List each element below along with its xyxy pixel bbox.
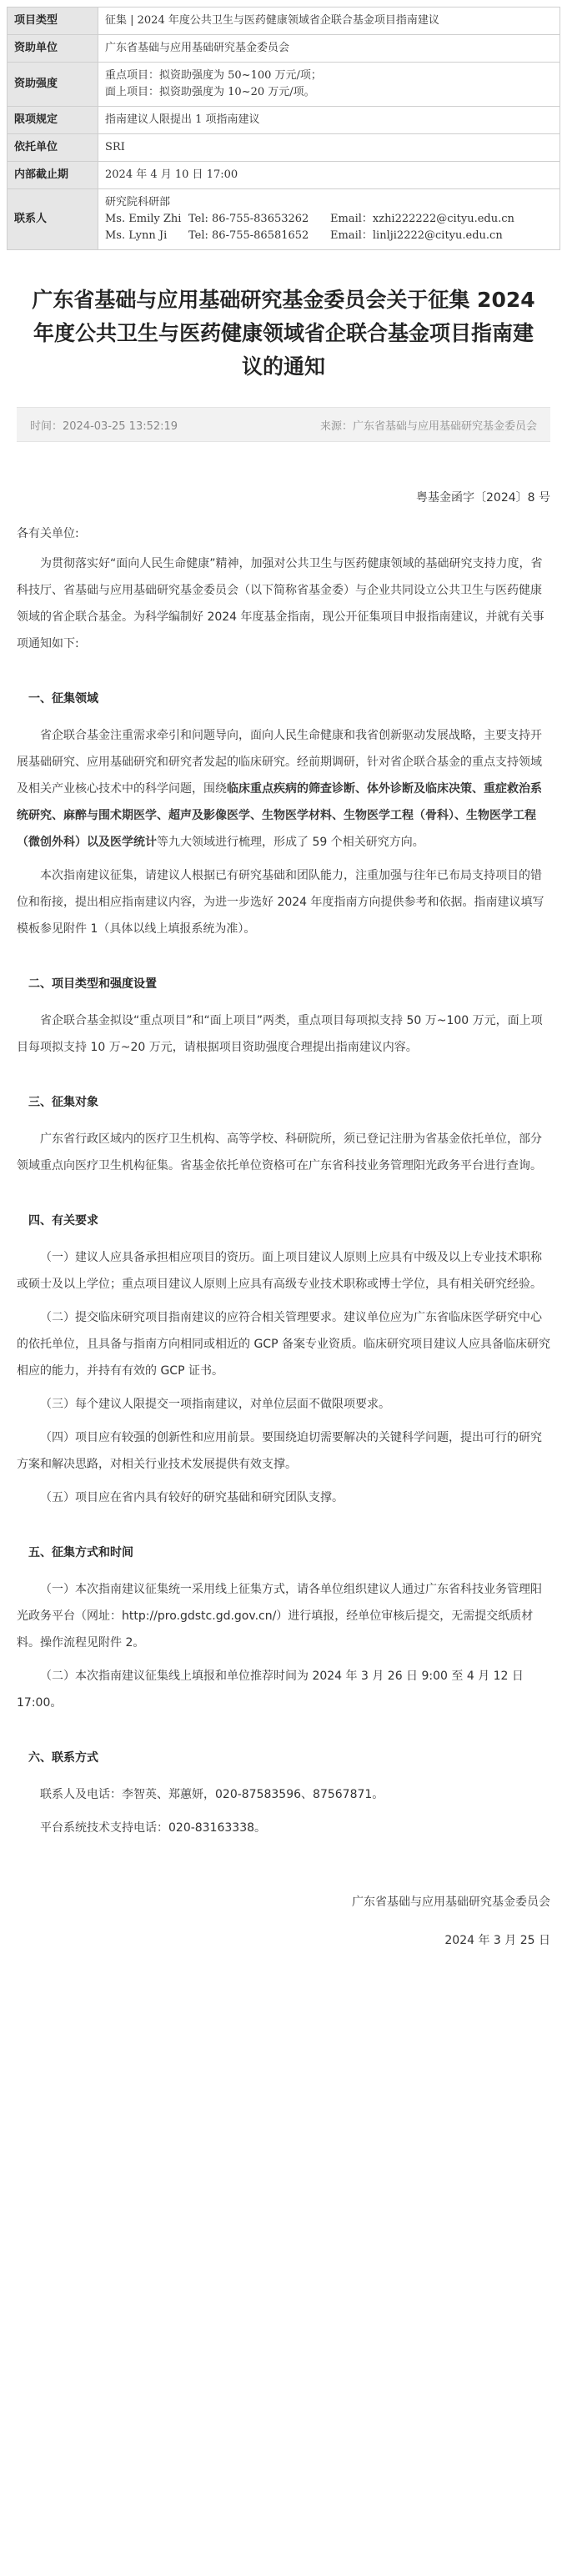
paragraph: 广东省行政区域内的医疗卫生机构、高等学校、科研院所，须已登记注册为省基金依托单位，部分领域重点向医疗卫生机构征集。省基金依托单位资格可在广东省科技业务管理阳光政务平台进行查询。: [17, 1132, 542, 1173]
contact-label: 联系人: [8, 189, 98, 250]
paragraph: 本次指南建议征集，请建议人根据已有研究基础和团队能力，注重加强与往年已布局支持项目的错位和衔接，提出相应指南建议内容，为进一步选好 2024 年度指南方向提供参考和依据。指南建议填写模板参见附件 1（具体以线上填报系统为准）。: [17, 869, 544, 936]
project-info-table: [7, 7, 560, 250]
document-number: 粤基金函字〔2024〕8 号: [416, 491, 550, 505]
dept-label: 依托单位: [8, 134, 98, 162]
intensity-line-general: 面上项目：拟资助强度为 10~20 万元/项。: [105, 86, 315, 98]
section-heading: 四、有关要求: [28, 1214, 98, 1228]
article-title: 广东省基础与应用基础研究基金委员会关于征集 2024 年度公共卫生与医药健康领域省企联合基金项目指南建议的通知: [32, 288, 535, 379]
paragraph: （五）项目应在省内具有较好的研究基础和研究团队支撑。: [40, 1491, 344, 1504]
intensity-value: [98, 63, 560, 107]
paragraph: （二）本次指南建议征集线上填报和单位推荐时间为 2024 年 3 月 26 日 9:00 至 4 月 12 日 17:00。: [17, 1670, 524, 1710]
paragraph: （一）建议人应具备承担相应项目的资历。面上项目建议人原则上应具有中级及以上专业技术职称或硕士及以上学位；重点项目建议人原则上应具有高级专业技术职称或博士学位，具有相关研究经验。: [17, 1251, 542, 1291]
signature-block: [17, 1888, 550, 1955]
contact-name: Ms. Emily Zhi: [105, 213, 182, 225]
section-heading: 三、征集对象: [28, 1096, 98, 1109]
paragraph: [17, 722, 550, 856]
signing-date: 2024 年 3 月 25 日: [444, 1934, 550, 1947]
table-row: [8, 107, 560, 134]
paragraph: （四）项目应有较强的创新性和应用前景。要围绕迫切需要解决的关键科学问题，提出可行的研究方案和解决思路，对相关行业技术发展提供有效支撑。: [17, 1431, 542, 1471]
paragraph: （三）每个建议人限提交一项指南建议，对单位层面不做限项要求。: [40, 1398, 390, 1411]
table-row: [8, 35, 560, 63]
article-meta-bar: [17, 407, 550, 442]
page: [0, 7, 567, 1955]
dept-value: SRI: [98, 134, 560, 162]
section-heading: 一、征集领域: [28, 692, 98, 706]
contact-tel: Tel: 86-755-83653262: [188, 213, 309, 225]
table-row: [8, 134, 560, 162]
contact-email-link[interactable]: Email：linlji2222@cityu.edu.cn: [330, 229, 503, 242]
limit-value: 指南建议人限提出 1 项指南建议: [98, 107, 560, 134]
contact-tel: Tel: 86-755-86581652: [188, 229, 309, 242]
section-heading: 六、联系方式: [28, 1751, 98, 1765]
signing-organization: 广东省基础与应用基础研究基金委员会: [352, 1896, 550, 1909]
intro-paragraph: 为贯彻落实好“面向人民生命健康”精神，加强对公共卫生与医药健康领域的基础研究支持力度，省科技厅、省基础与应用基础研究基金委员会（以下简称省基金委）与企业共同设立公共卫生与医药健康领域的省企联合基金。为科学编制好 2024 年度基金指南，现公开征集项目申报指南建议，并就有关事项通知如下:: [17, 557, 544, 650]
funder-label: 资助单位: [8, 35, 98, 63]
table-row: [8, 162, 560, 189]
contact-line-1: [105, 211, 553, 228]
section-heading: 二、项目类型和强度设置: [28, 977, 157, 991]
deadline-label: 内部截止期: [8, 162, 98, 189]
table-row: [8, 8, 560, 35]
limit-label: 限项规定: [8, 107, 98, 134]
article-source: 来源：广东省基础与应用基础研究基金委员会: [319, 419, 537, 433]
funder-value: 广东省基础与应用基础研究基金委员会: [98, 35, 560, 63]
paragraph: 省企联合基金拟设“重点项目”和“面上项目”两类，重点项目每项拟支持 50 万~100 万元，面上项目每项拟支持 10 万~20 万元，请根据项目资助强度合理提出指南建议内容。: [17, 1014, 543, 1054]
project-type-label: 项目类型: [8, 8, 98, 35]
table-row: [8, 63, 560, 107]
deadline-value: 2024 年 4 月 10 日 17:00: [98, 162, 560, 189]
contact-name: Ms. Lynn Ji: [105, 229, 168, 242]
intensity-label: 资助强度: [8, 63, 98, 107]
contact-office: 研究院科研部: [105, 196, 171, 208]
paragraph: 联系人及电话：李智英、郑蕙妍，020-87583596、87567871。: [40, 1788, 384, 1801]
contact-value: [98, 189, 560, 250]
project-type-value: 征集 | 2024 年度公共卫生与医药健康领域省企联合基金项目指南建议: [98, 8, 560, 35]
paragraph: 平台系统技术支持电话：020-83163338。: [40, 1821, 267, 1835]
contact-email-link[interactable]: Email：xzhi222222@cityu.edu.cn: [330, 213, 514, 225]
table-row: [8, 189, 560, 250]
paragraph-text: 省企联合基金注重需求牵引和问题导向，面向人民生命健康和我省创新驱动发展战略，主要支持开展基础研究、应用基础研究和研究者发起的临床研究。经前期调研，针对省企联合基金的重点支持领域及相关产业核心技术中的科学问题，围绕: [17, 729, 542, 796]
contact-line-2: [105, 228, 553, 244]
paragraph: （二）提交临床研究项目指南建议的应符合相关管理要求。建议单位应为广东省临床医学研究中心的依托单位，且具备与指南方向相同或相近的 GCP 备案专业资质。临床研究项目建议人应具备临床研究相应的能力，并持有有效的 GCP 证书。: [17, 1311, 550, 1378]
highlighted-fields: 临床重点疾病的筛查诊断、体外诊断及临床决策、重症救治系统研究、麻醉与围术期医学、超声及影像医学、生物医学材料、生物医学工程（骨科）、生物医学工程（微创外科）以及医学统计: [17, 782, 542, 849]
greeting: 各有关单位:: [17, 527, 79, 540]
publish-time: 时间：2024-03-25 13:52:19: [30, 419, 178, 433]
paragraph: （一）本次指南建议征集统一采用线上征集方式，请各单位组织建议人通过广东省科技业务管理阳光政务平台（网址：http://pro.gdstc.gd.gov.cn/）进行填报，经单位审核后提交，无需提交纸质材料。操作流程见附件 2。: [17, 1583, 542, 1650]
paragraph-text: 等九大领域进行梳理，形成了 59 个相关研究方向。: [157, 836, 424, 849]
intensity-line-key: 重点项目：拟资助强度为 50~100 万元/项；: [105, 69, 322, 82]
article-body: [17, 520, 550, 1841]
section-heading: 五、征集方式和时间: [28, 1546, 133, 1559]
